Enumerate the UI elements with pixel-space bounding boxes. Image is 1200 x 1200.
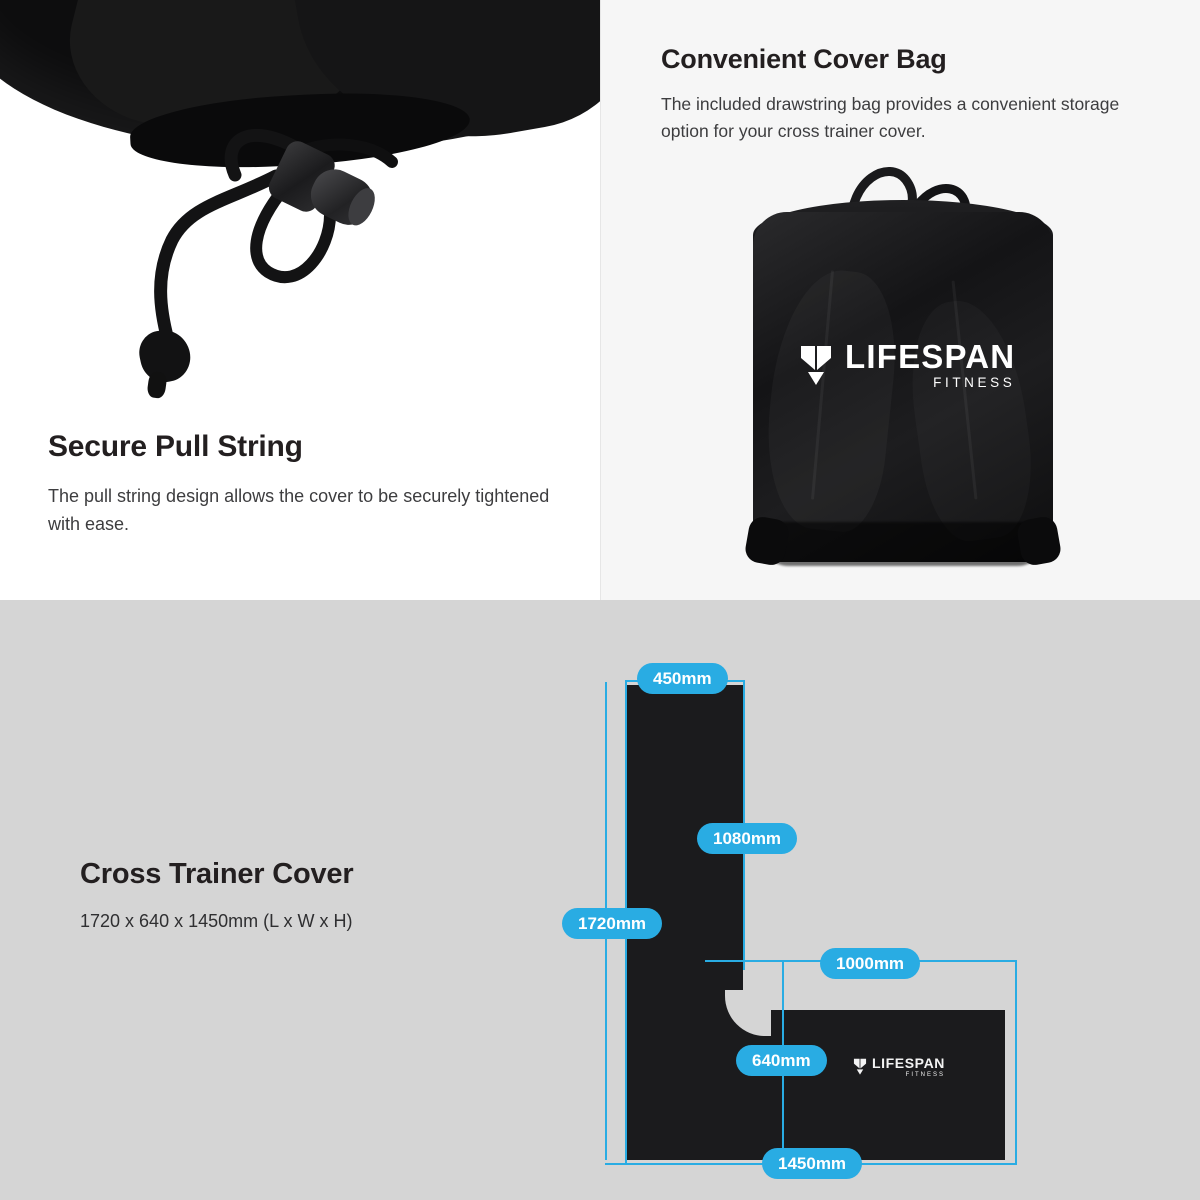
pull-string-photo: [0, 0, 600, 420]
drawstring-bag-image: [701, 150, 1101, 580]
cover-silhouette: [625, 685, 1005, 1160]
measurement-bottom-width: 1450mm: [762, 1148, 862, 1179]
brand-name: LIFESPAN: [845, 338, 1016, 375]
product-dimensions: 1720 x 640 x 1450mm (L x W x H): [80, 911, 353, 931]
lifespan-logo-icon: [853, 1058, 867, 1075]
bag-brand-logo: [799, 340, 1029, 390]
brand-name: LIFESPAN: [872, 1055, 945, 1071]
dimension-diagram: [560, 630, 1160, 1190]
measurement-upper-depth: 1080mm: [697, 823, 797, 854]
pull-string-text-block: [48, 430, 568, 539]
product-heading: Cross Trainer Cover: [80, 858, 354, 890]
panel-secure-pull-string: [0, 0, 600, 600]
bag-bottom-shadow: [759, 522, 1047, 566]
panel-cover-bag: [600, 0, 1200, 600]
measurement-right-width: 1000mm: [820, 948, 920, 979]
cover-bag-body: The included drawstring bag provides a convenient storage option for your cross trainer cover.: [661, 94, 1120, 142]
cover-bag-heading: Convenient Cover Bag: [661, 44, 947, 74]
measurement-lower-depth: 640mm: [736, 1045, 827, 1076]
guide-line: [1015, 960, 1017, 1165]
cover-bag-text-block: [661, 44, 1161, 145]
product-text-block: [80, 858, 540, 932]
brand-tagline: FITNESS: [933, 375, 1016, 390]
pull-string-body: The pull string design allows the cover to be securely tightened with ease.: [48, 486, 550, 535]
panel-dimensions: [0, 600, 1200, 1200]
measurement-top-width: 450mm: [637, 663, 728, 694]
pull-string-heading: Secure Pull String: [48, 430, 303, 463]
measurement-left-height: 1720mm: [562, 908, 662, 939]
lifespan-logo-icon: [799, 344, 833, 386]
cover-brand-logo: [853, 1055, 945, 1078]
cover-horizontal-section: [625, 1010, 1005, 1160]
brand-tagline: FITNESS: [905, 1072, 945, 1078]
